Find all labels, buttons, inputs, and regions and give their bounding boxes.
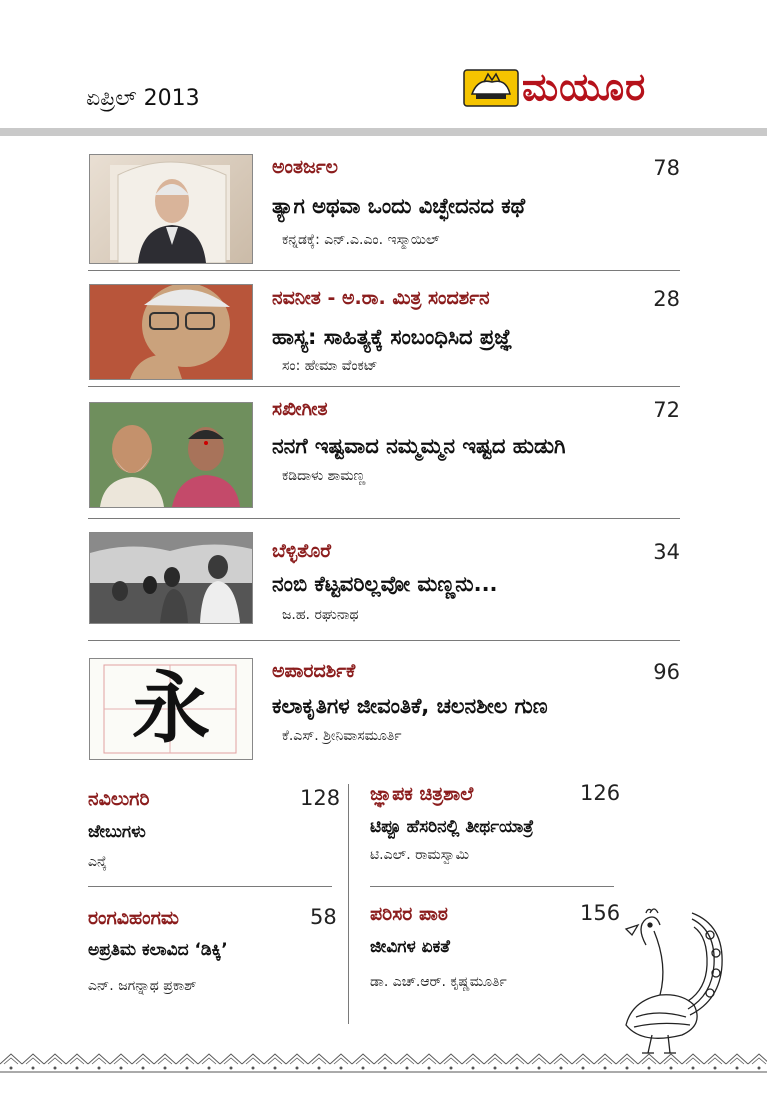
article-title-5[interactable]: ಕಲಾಕೃತಿಗಳ ಜೀವಂತಿಕೆ, ಚಲನಶೀಲ ಗುಣ: [272, 694, 548, 718]
section-title-8: ರಂಗವಿಹಂಗಮ: [88, 907, 179, 929]
divider: [88, 886, 332, 887]
page-number-8: 58: [310, 905, 337, 929]
article-author-9: ಡಾ. ಎಚ್.ಆರ್. ಕೃಷ್ಣಮೂರ್ತಿ: [370, 974, 507, 990]
section-title-9: ಪರಿಸರ ಪಾಠ: [370, 903, 448, 925]
divider: [370, 886, 614, 887]
page-number-2: 28: [653, 287, 680, 311]
section-title-4: ಬೆಳ್ಳಿತೊರೆ: [272, 540, 332, 562]
article-title-6[interactable]: ಜೇಬುಗಳು: [88, 822, 146, 842]
section-title-7: ಜ್ಞಾಪಕ ಚಿತ್ರಶಾಲೆ: [370, 783, 474, 805]
header-band: [0, 128, 767, 136]
lamp-logo-icon: [462, 64, 520, 110]
calligraphy-glyph: 永: [131, 663, 210, 754]
divider: [88, 518, 680, 519]
section-title-2: ನವನೀತ - ಅ.ರಾ. ಮಿತ್ರ ಸಂದರ್ಶನ: [272, 287, 490, 309]
page-number-6: 128: [300, 786, 341, 810]
article-title-4[interactable]: ನಂಬಿ ಕೆಟ್ಟವರಿಲ್ಲವೋ ಮಣ್ಣನು...: [272, 572, 498, 596]
article-author-1: ಕನ್ನಡಕ್ಕೆ: ಎನ್.ಎ.ಎಂ. ಇಸ್ಮಾಯಿಲ್: [282, 232, 440, 248]
article-title-9[interactable]: ಜೀವಿಗಳ ಏಕತೆ: [370, 937, 450, 957]
article-title-1[interactable]: ತ್ಯಾಗ ಅಥವಾ ಒಂದು ವಿಚ್ಛೇದನದ ಕಥೆ: [272, 194, 526, 218]
page-number-3: 72: [653, 398, 680, 422]
page-number-4: 34: [653, 540, 680, 564]
logo-text: ಮಯೂರ: [522, 65, 647, 109]
article-author-2: ಸಂ: ಹೇಮಾ ವೆಂಕಟ್: [282, 358, 378, 374]
divider: [88, 640, 680, 641]
page-number-9: 156: [580, 901, 621, 925]
peacock-illustration-icon: [612, 905, 727, 1055]
page-number-7: 126: [580, 781, 621, 805]
divider: [88, 270, 680, 271]
article-author-4: ಜ.ಹ. ರಘುನಾಥ: [282, 607, 359, 623]
article-author-6: ಎನ್ಕೆ: [88, 854, 107, 870]
magazine-logo: [462, 64, 682, 110]
column-divider: [348, 784, 349, 1024]
article-thumbnail-1: [89, 154, 253, 264]
section-title-3: ಸಖೀಗೀತ: [272, 398, 328, 420]
page-number-1: 78: [653, 156, 680, 180]
article-author-3: ಕಡಿದಾಳು ಶಾಮಣ್ಣ: [282, 468, 366, 484]
section-title-6: ನವಿಲುಗರಿ: [88, 788, 150, 810]
issue-date: ಏಪ್ರಿಲ್ 2013: [86, 86, 200, 111]
decorative-border: [0, 1050, 767, 1075]
article-thumbnail-2: [89, 284, 253, 380]
article-title-8[interactable]: ಅಪ್ರತಿಮ ಕಲಾವಿದ ‘ಡಿಕ್ಕಿ’: [88, 940, 228, 960]
article-author-7: ಟಿ.ಎಲ್. ರಾಮಸ್ವಾಮಿ: [370, 847, 470, 863]
divider: [88, 386, 680, 387]
article-author-5: ಕೆ.ಎಸ್. ಶ್ರೀನಿವಾಸಮೂರ್ತಿ: [282, 728, 402, 744]
article-title-3[interactable]: ನನಗೆ ಇಷ್ಟವಾದ ನಮ್ಮಮ್ಮನ ಇಷ್ಟದ ಹುಡುಗಿ: [272, 434, 566, 458]
section-title-5: ಅಪಾರದರ್ಶಿಕೆ: [272, 660, 356, 682]
article-thumbnail-4: [89, 532, 253, 624]
article-title-2[interactable]: ಹಾಸ್ಯ: ಸಾಹಿತ್ಯಕ್ಕೆ ಸಂಬಂಧಿಸಿದ ಪ್ರಜ್ಞೆ: [272, 325, 513, 349]
article-author-8: ಎನ್. ಜಗನ್ನಾಥ ಪ್ರಕಾಶ್: [88, 978, 197, 994]
article-thumbnail-3: [89, 402, 253, 508]
section-title-1: ಅಂತರ್ಜಲ: [272, 156, 338, 178]
article-thumbnail-5: [89, 658, 253, 760]
page-number-5: 96: [653, 660, 680, 684]
article-title-7[interactable]: ಟಿಪ್ಪೂ ಹೆಸರಿನಲ್ಲಿ ತೀರ್ಥಯಾತ್ರೆ: [370, 817, 534, 837]
